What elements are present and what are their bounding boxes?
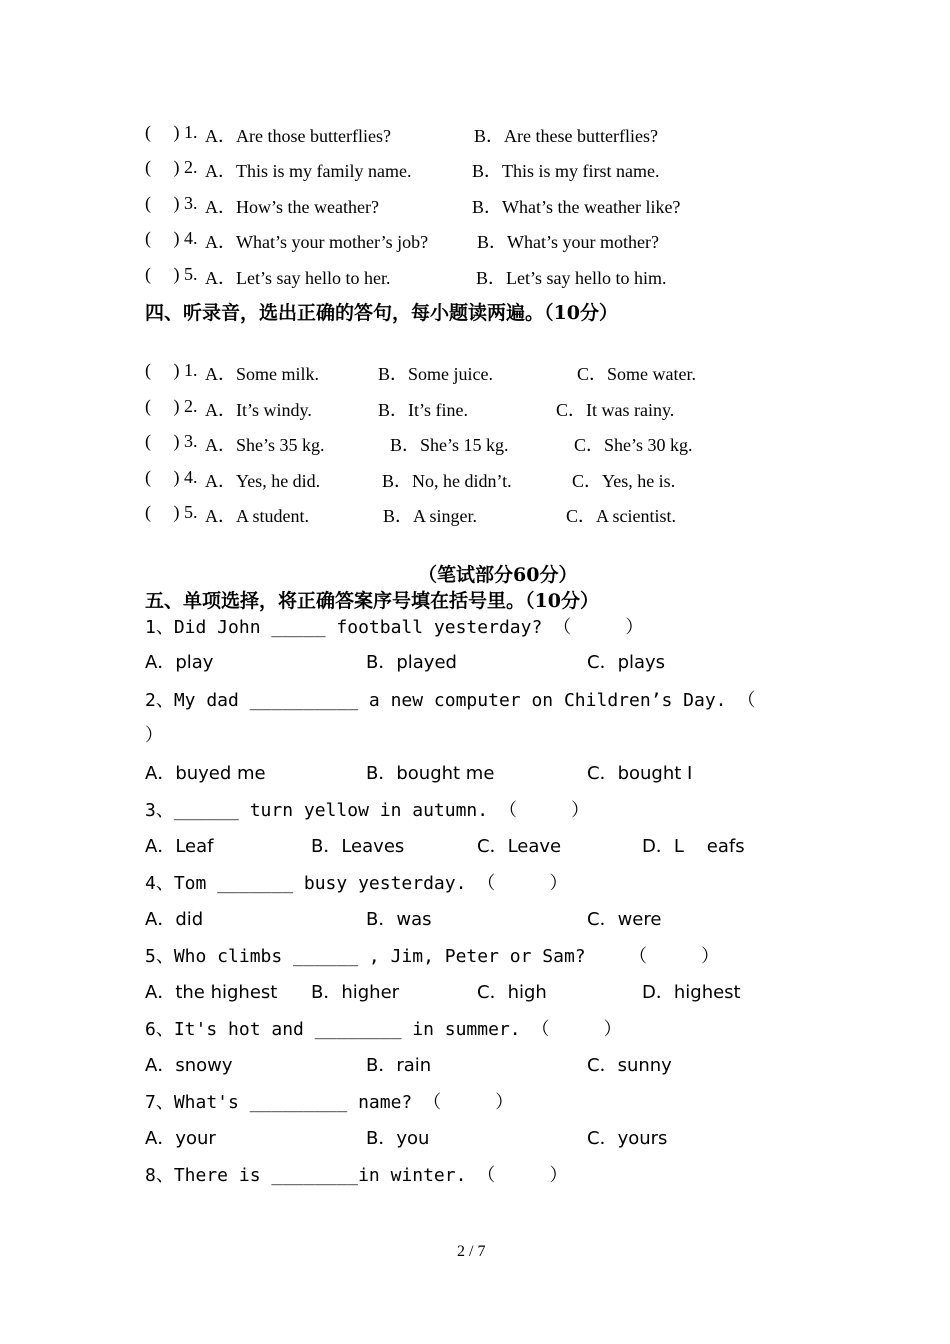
s4-item-1-option-a: A．Some milk. [205, 364, 320, 384]
s4-item-3-option-a: A．She’s 35 kg. [205, 435, 325, 455]
s4-item-1-option-b: B．Some juice. [378, 364, 493, 384]
s4-item-3-number: ( ) 3. [145, 431, 198, 451]
s3-item-4-option-a: A．What’s your mother’s job? [205, 232, 429, 252]
question-5: 5、Who climbs ______ , Jim, Peter or Sam? （ ） [145, 946, 720, 967]
s3-item-3-option-b: B．What’s the weather like? [472, 197, 681, 217]
s4-item-5-option-c: C．A scientist. [566, 506, 677, 526]
s3-item-1-option-a: A．Are those butterflies? [205, 126, 391, 146]
q5-option-c: C．high [477, 982, 547, 1003]
page-number: 2 / 7 [457, 1243, 486, 1260]
q4-option-a: A．did [145, 909, 204, 930]
s3-item-3-number: ( ) 3. [145, 193, 198, 213]
s3-item-5-option-a: A．Let’s say hello to her. [205, 268, 391, 288]
section5-title: 五、单项选择，将正确答案序号填在括号里。（10分） [145, 590, 599, 612]
s3-item-5-number: ( ) 5. [145, 264, 198, 284]
s4-item-1-number: ( ) 1. [145, 360, 198, 380]
s4-item-4-option-b: B．No, he didn’t. [382, 471, 512, 491]
s4-item-5-number: ( ) 5. [145, 502, 198, 522]
q2-option-c: C．bought I [587, 763, 693, 784]
q3-option-a: A．Leaf [145, 836, 214, 857]
question-3: 3、______ turn yellow in autumn. （ ） [145, 800, 590, 821]
q2-option-a: A．buyed me [145, 763, 266, 784]
s3-item-2-option-a: A．This is my family name. [205, 161, 412, 181]
s3-item-2-number: ( ) 2. [145, 157, 198, 177]
question-8: 8、There is ________in winter. （ ） [145, 1165, 568, 1186]
section4-title: 四、听录音，选出正确的答句，每小题读两遍。（10分） [145, 302, 618, 324]
q2-option-b: B．bought me [366, 763, 495, 784]
question-7: 7、What's _________ name? （ ） [145, 1092, 514, 1113]
s3-item-4-number: ( ) 4. [145, 228, 198, 248]
s4-item-5-option-b: B．A singer. [383, 506, 478, 526]
s3-item-2-option-b: B．This is my first name. [472, 161, 660, 181]
question-2: 2、My dad __________ a new computer on Children’s Day. （ [145, 690, 756, 711]
s3-item-1-option-b: B．Are these butterflies? [474, 126, 658, 146]
s3-item-4-option-b: B．What’s your mother? [477, 232, 659, 252]
q4-option-c: C．were [587, 909, 662, 930]
q1-option-c: C．plays [587, 652, 666, 673]
question-4: 4、Tom _______ busy yesterday. （ ） [145, 873, 568, 894]
s4-item-2-option-b: B．It’s fine. [378, 400, 468, 420]
s3-item-5-option-b: B．Let’s say hello to him. [476, 268, 667, 288]
s3-item-3-option-a: A．How’s the weather? [205, 197, 379, 217]
q7-option-b: B．you [366, 1128, 430, 1149]
q3-option-d: D．L eafs [642, 836, 745, 857]
s4-item-2-option-c: C．It was rainy. [556, 400, 675, 420]
q5-option-d: D．highest [642, 982, 741, 1003]
s4-item-5-option-a: A．A student. [205, 506, 310, 526]
s3-item-1-number: ( ) 1. [145, 122, 198, 142]
q5-option-a: A．the highest [145, 982, 278, 1003]
q3-option-c: C．Leave [477, 836, 562, 857]
s4-item-2-number: ( ) 2. [145, 396, 198, 416]
s4-item-2-option-a: A．It’s windy. [205, 400, 312, 420]
question-1: 1、Did John _____ football yesterday? （ ） [145, 617, 644, 638]
s4-item-1-option-c: C．Some water. [577, 364, 696, 384]
written-part-title: （笔试部分60分） [418, 564, 578, 586]
q6-option-b: B．rain [366, 1055, 432, 1076]
s4-item-4-number: ( ) 4. [145, 467, 198, 487]
question-6: 6、It's hot and ________ in summer. （ ） [145, 1019, 622, 1040]
q6-option-c: C．sunny [587, 1055, 672, 1076]
q4-option-b: B．was [366, 909, 432, 930]
s4-item-4-option-a: A．Yes, he did. [205, 471, 321, 491]
q7-option-a: A．your [145, 1128, 216, 1149]
question-2-continuation: ） [145, 725, 163, 746]
q1-option-a: A．play [145, 652, 214, 673]
q3-option-b: B．Leaves [311, 836, 405, 857]
q7-option-c: C．yours [587, 1128, 668, 1149]
q5-option-b: B．higher [311, 982, 400, 1003]
s4-item-3-option-c: C．She’s 30 kg. [574, 435, 693, 455]
q6-option-a: A．snowy [145, 1055, 233, 1076]
s4-item-4-option-c: C．Yes, he is. [572, 471, 676, 491]
q1-option-b: B．played [366, 652, 457, 673]
s4-item-3-option-b: B．She’s 15 kg. [390, 435, 509, 455]
